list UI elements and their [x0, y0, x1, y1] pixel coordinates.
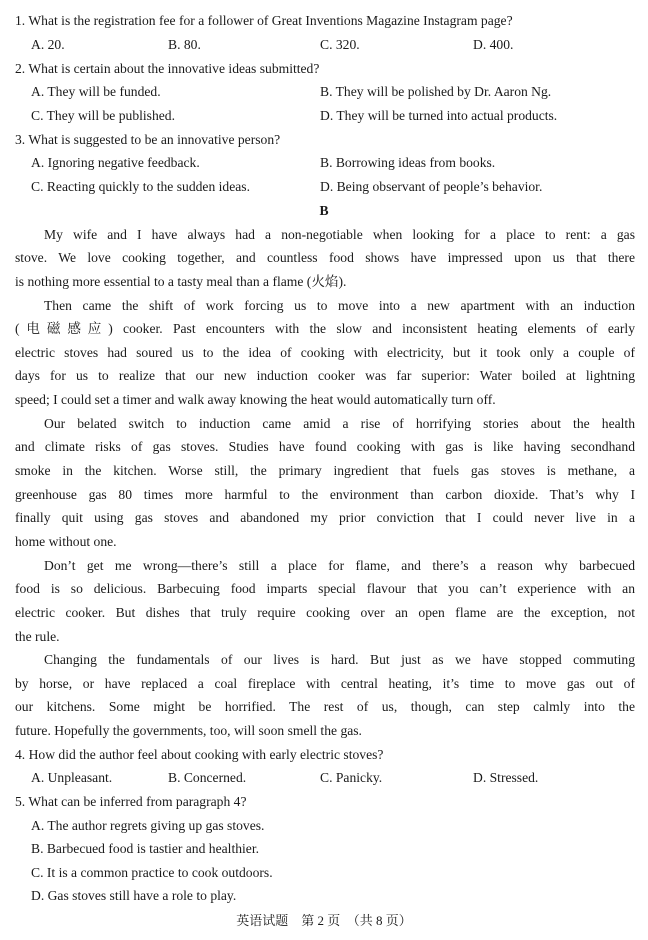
passage-line: and climate risks of gas stoves. Studies have found cooking with gas is like having secondhand: [15, 439, 635, 454]
question-5-option-c: C. It is a common practice to cook outdoors.: [31, 865, 273, 880]
passage-line: our kitchens. Some might be horrified. The rest of us, though, can step calmly into the: [15, 699, 635, 714]
question-4-option-c: C. Panicky.: [320, 770, 383, 785]
passage-line: the rule.: [15, 629, 60, 644]
question-1-option-c: C. 320.: [320, 37, 360, 52]
question-3-option-b: B. Borrowing ideas from books.: [320, 155, 496, 170]
passage-line: future. Hopefully the governments, too, will soon smell the gas.: [15, 723, 362, 738]
passage-line: Changing the fundamentals of our lives is hard. But just as we have stopped commuting: [44, 652, 635, 667]
question-5-option-d: D. Gas stoves still have a role to play.: [31, 888, 237, 903]
passage-line: home without one.: [15, 534, 117, 549]
passage-line: food is so delicious. Barbecuing food imparts special flavour that you can’t experience with an: [15, 581, 635, 596]
section-b-title: B: [319, 203, 329, 218]
passage-line: days for us to realize that our new induction cooker was far superior: Water boiled at lightning: [15, 368, 635, 383]
question-1-stem: 1. What is the registration fee for a follower of Great Inventions Magazine Instagram page?: [15, 13, 513, 28]
question-4-option-b: B. Concerned.: [168, 770, 247, 785]
question-5-stem: 5. What can be inferred from paragraph 4?: [15, 794, 247, 809]
passage-line: (电磁感应) cooker. Past encounters with the slow and inconsistent heating elements of early: [15, 321, 635, 336]
question-3-stem: 3. What is suggested to be an innovative person?: [15, 132, 281, 147]
question-4-option-a: A. Unpleasant.: [31, 770, 113, 785]
question-3-option-d: D. Being observant of people’s behavior.: [320, 179, 543, 194]
question-2-stem: 2. What is certain about the innovative ideas submitted?: [15, 61, 320, 76]
question-5-option-b: B. Barbecued food is tastier and healthier.: [31, 841, 260, 856]
passage-line: Don’t get me wrong—there’s still a place for flame, and there’s a reason why barbecued: [44, 558, 635, 573]
question-3-option-c: C. Reacting quickly to the sudden ideas.: [31, 179, 250, 194]
question-2-option-c: C. They will be published.: [31, 108, 175, 123]
passage-line: speed; I could set a timer and walk away knowing the heat would automatically turn off.: [15, 392, 496, 407]
question-1-option-b: B. 80.: [168, 37, 201, 52]
question-5-option-a: A. The author regrets giving up gas stoves.: [31, 818, 265, 833]
question-2-option-b: B. They will be polished by Dr. Aaron Ng.: [320, 84, 552, 99]
passage-line: smoke in the kitchen. Worse still, the primary ingredient that fuels gas stoves is methane, a: [15, 463, 635, 478]
question-1-option-d: D. 400.: [473, 37, 514, 52]
page-footer: 英语试题 第 2 页 （共 8 页）: [236, 913, 412, 928]
passage-line: electric stoves had soured us to the idea of cooking with electricity, but it took only a couple of: [15, 345, 635, 360]
passage-line: by horse, or have replaced a coal fireplace with central heating, it’s time to move gas out of: [15, 676, 635, 691]
question-3-option-a: A. Ignoring negative feedback.: [31, 155, 200, 170]
passage-line: finally quit using gas stoves and abandoned my prior conviction that I could never live in a: [15, 510, 635, 525]
passage-line: My wife and I have always had a non-negotiable when looking for a place to rent: a gas: [44, 227, 635, 242]
question-4-stem: 4. How did the author feel about cooking with early electric stoves?: [15, 747, 384, 762]
passage-line: is nothing more essential to a tasty meal than a flame (火焰).: [15, 274, 347, 289]
question-2-option-d: D. They will be turned into actual products.: [320, 108, 558, 123]
question-1-option-a: A. 20.: [31, 37, 65, 52]
passage-line: Then came the shift of work forcing us to move into a new apartment with an induction: [44, 298, 635, 313]
question-4-option-d: D. Stressed.: [473, 770, 539, 785]
question-2-option-a: A. They will be funded.: [31, 84, 161, 99]
passage-line: stove. We love cooking together, and countless food shows have impressed upon us that there: [15, 250, 635, 265]
passage-line: greenhouse gas 80 times more harmful to the environment than carbon dioxide. That’s why I: [15, 487, 635, 502]
passage-line: Our belated switch to induction came amid a rise of horrifying stories about the health: [44, 416, 635, 431]
passage-line: electric cooker. But dishes that truly require cooking over an open flame are the exception, not: [15, 605, 635, 620]
